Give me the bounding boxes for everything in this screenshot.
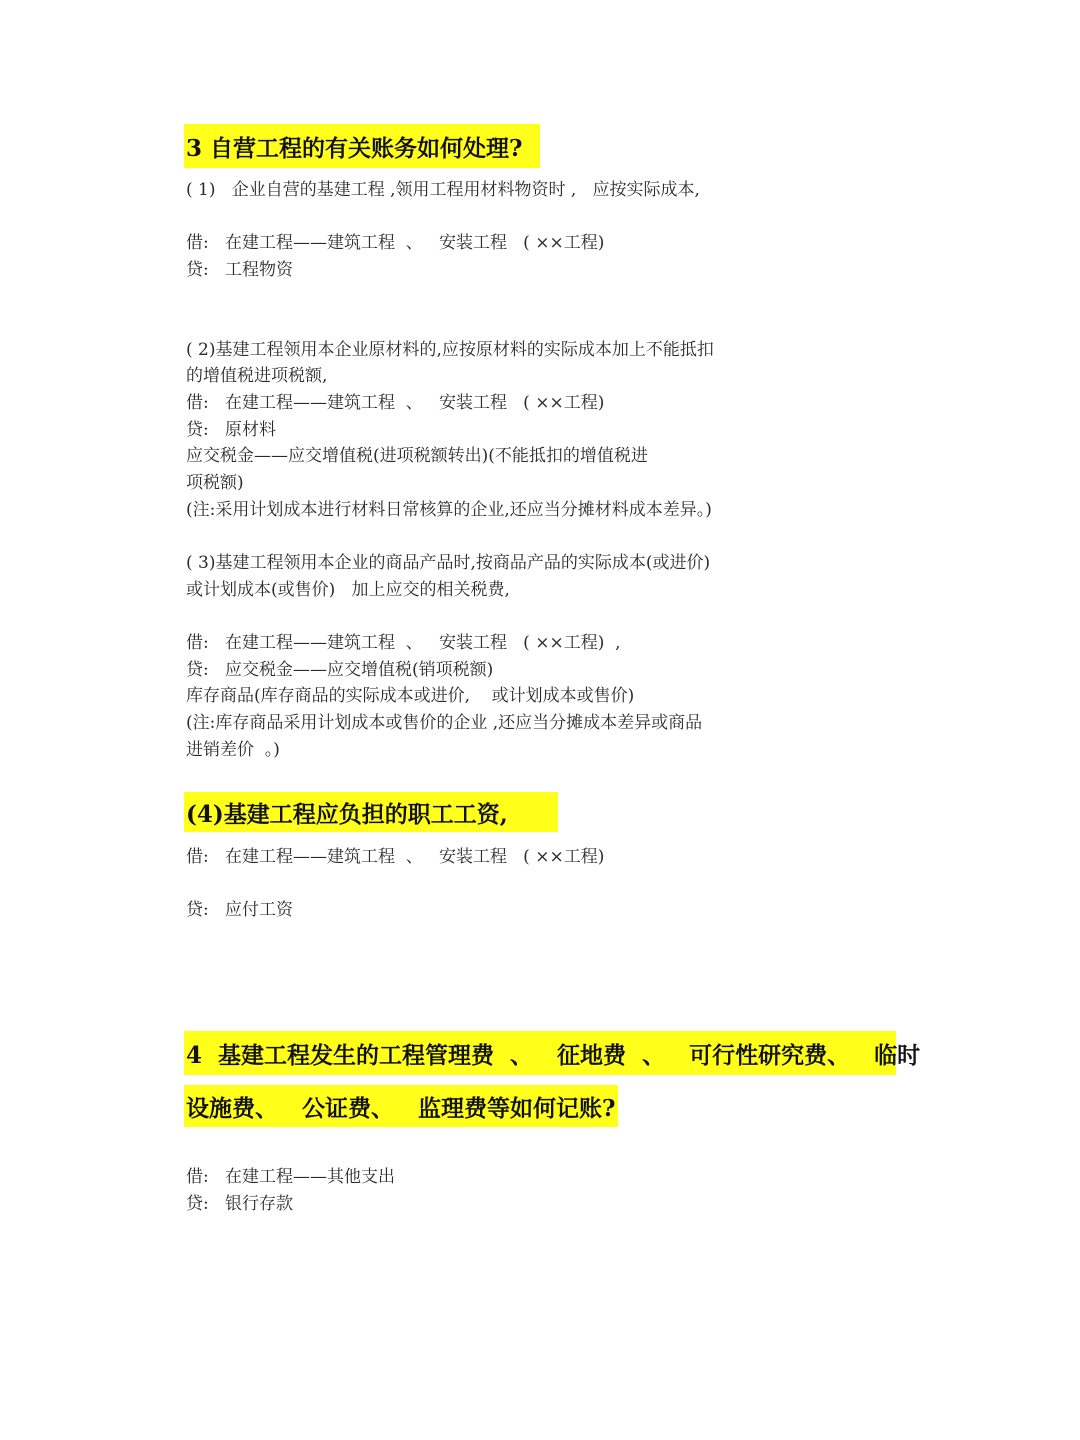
item-4-credit-entry: 贷: 应付工资 [186, 900, 293, 920]
item-2-debit-entry: 借: 在建工程——建筑工程 、 安装工程 ( ××工程) [186, 393, 605, 413]
item-3-debit-entry: 借: 在建工程——建筑工程 、 安装工程 ( ××工程) , [186, 633, 621, 653]
section-4-debit-entry: 借: 在建工程——其他支出 [186, 1167, 395, 1187]
item-1-credit-entry: 贷: 工程物资 [186, 260, 293, 280]
item-2-intro-line-1: ( 2)基建工程领用本企业原材料的,应按原材料的实际成本加上不能抵扣 [186, 340, 714, 360]
item-2-tax-line-1: 应交税金——应交增值税(进项税额转出)(不能抵扣的增值税进 [186, 446, 648, 466]
item-3-credit-entry: 贷: 应交税金——应交增值税(销项税额) [186, 660, 494, 680]
item-3-intro-line-1: ( 3)基建工程领用本企业的商品产品时,按商品产品的实际成本(或进价) [186, 553, 711, 573]
item-2-credit-entry: 贷: 原材料 [186, 420, 276, 440]
item-4-debit-entry: 借: 在建工程——建筑工程 、 安装工程 ( ××工程) [186, 847, 605, 867]
item-3-intro-line-2: 或计划成本(或售价) 加上应交的相关税费, [186, 580, 510, 600]
section-4-credit-entry: 贷: 银行存款 [186, 1194, 293, 1214]
item-1-debit-entry: 借: 在建工程——建筑工程 、 安装工程 ( ××工程) [186, 233, 605, 253]
item-2-tax-line-2: 项税额) [186, 473, 244, 493]
item-3-note-line-1: (注:库存商品采用计划成本或售价的企业 ,还应当分摊成本差异或商品 [186, 713, 703, 733]
item-2-note: (注:采用计划成本进行材料日常核算的企业,还应当分摊材料成本差异。) [186, 500, 712, 520]
item-2-intro-line-2: 的增值税进项税额, [186, 366, 328, 386]
item-1-intro: ( 1) 企业自营的基建工程 ,领用工程用材料物资时 , 应按实际成本, [186, 180, 700, 200]
item-3-inventory-entry: 库存商品(库存商品的实际成本或进价, 或计划成本或售价) [186, 686, 635, 706]
item-4-heading: (4)基建工程应负担的职工工资, [184, 792, 558, 832]
item-3-note-line-2: 进销差价 。) [186, 740, 280, 760]
section-4-heading-line-1: 4 基建工程发生的工程管理费 、 征地费 、 可行性研究费、 临时 [184, 1031, 896, 1075]
section-3-heading: 3 自营工程的有关账务如何处理? [184, 124, 540, 168]
section-4-heading-line-2: 设施费、 公证费、 监理费等如何记账? [184, 1085, 618, 1127]
